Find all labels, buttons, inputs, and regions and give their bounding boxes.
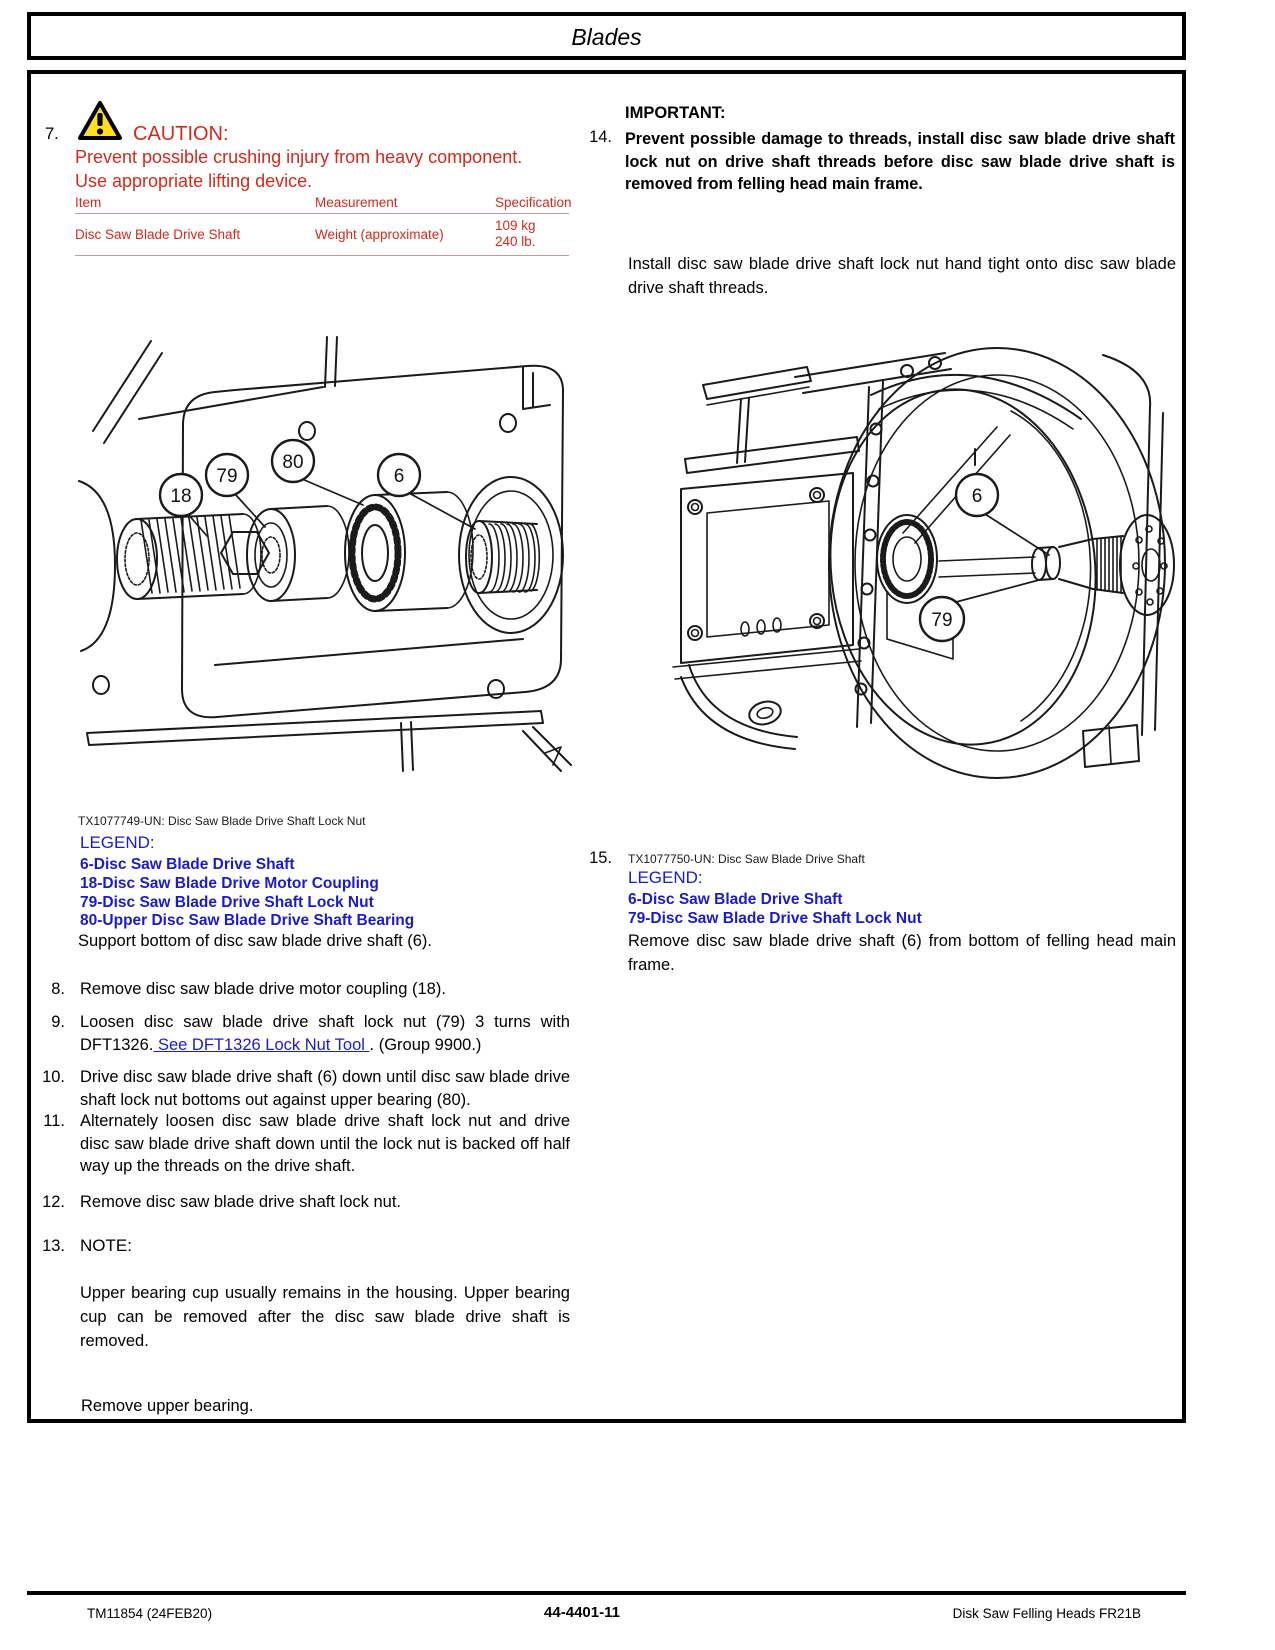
figure2-instruction: Remove disc saw blade drive shaft (6) from bottom of felling head main frame. bbox=[628, 932, 1176, 974]
page-header bbox=[27, 12, 1186, 60]
svg-text:79: 79 bbox=[216, 466, 238, 487]
step-14 bbox=[585, 128, 1179, 196]
step-number-7: 7. bbox=[45, 125, 59, 143]
step-number: 11. bbox=[43, 1112, 65, 1130]
important-text: Prevent possible damage to threads, install disc saw blade drive shaft lock nut on drive shaft threads before disc saw blade drive shaft is removed from felling head main frame. bbox=[625, 130, 1175, 193]
footer-document-number: TM11854 (24FEB20) bbox=[87, 1606, 213, 1621]
step-12 bbox=[39, 1191, 573, 1214]
figure-drive-shaft bbox=[645, 335, 1185, 790]
step-text: Remove disc saw blade drive motor coupling (18). bbox=[80, 980, 446, 998]
part-upper-bearing bbox=[345, 492, 473, 611]
step-11 bbox=[39, 1110, 573, 1178]
legend-item: 80-Upper Disc Saw Blade Drive Shaft Bearing bbox=[80, 912, 415, 930]
col-item: Item bbox=[75, 195, 102, 210]
spec-table-row bbox=[75, 214, 569, 256]
step-text: Drive disc saw blade drive shaft (6) down until disc saw blade drive shaft lock nut bottoms out against upper bearing (80). bbox=[80, 1068, 570, 1109]
step-number: 9. bbox=[51, 1013, 65, 1031]
legend-label: LEGEND: bbox=[628, 868, 703, 887]
caution-line-2: Use appropriate lifting device. bbox=[75, 171, 313, 191]
legend-item: 79-Disc Saw Blade Drive Shaft Lock Nut bbox=[628, 909, 922, 927]
page-title: Blades bbox=[571, 24, 642, 50]
legend-label: LEGEND: bbox=[80, 833, 155, 852]
step-text: Alternately loosen disc saw blade drive shaft lock nut and drive disc saw blade drive shaft down until the lock nut is backed off half way up the threads on the drive shaft. bbox=[80, 1112, 570, 1175]
part-drive-shaft bbox=[877, 515, 1174, 615]
figure1-caption: TX1077749-UN: Disc Saw Blade Drive Shaft Lock Nut bbox=[78, 814, 366, 828]
footer-model: Disk Saw Felling Heads FR21B bbox=[952, 1606, 1141, 1621]
step-text-pre: Loosen disc saw blade drive shaft lock nut (79) 3 turns with DFT1326. bbox=[80, 1013, 570, 1054]
figure1-instruction: Support bottom of disc saw blade drive shaft (6). bbox=[78, 932, 433, 950]
caution-label: CAUTION: bbox=[133, 123, 229, 145]
svg-text:6: 6 bbox=[393, 466, 405, 487]
part-lock-nut bbox=[247, 506, 349, 601]
legend-item: 18-Disc Saw Blade Drive Motor Coupling bbox=[80, 874, 379, 892]
caution-line-1: Prevent possible crushing injury from heavy component. bbox=[75, 147, 523, 167]
note-text: Upper bearing cup usually remains in the housing. Upper bearing cup can be removed after the disc saw blade drive shaft is removed. bbox=[80, 1284, 570, 1350]
step-number: 10. bbox=[42, 1068, 65, 1086]
step-8 bbox=[39, 978, 573, 1001]
step-number: 14. bbox=[589, 128, 612, 146]
step-9 bbox=[39, 1011, 573, 1056]
right-column bbox=[585, 85, 1180, 1419]
note-label: NOTE: bbox=[80, 1236, 132, 1255]
legend-item: 6-Disc Saw Blade Drive Shaft bbox=[628, 891, 843, 908]
spec-table-header bbox=[75, 195, 572, 214]
figure1-legend bbox=[80, 833, 414, 931]
lock-nut-tool-link[interactable]: See DFT1326 Lock Nut Tool bbox=[153, 1035, 370, 1054]
legend-item: 79-Disc Saw Blade Drive Shaft Lock Nut bbox=[80, 893, 374, 911]
callout-18 bbox=[160, 474, 202, 516]
step-10 bbox=[39, 1066, 573, 1111]
step-number: 13. bbox=[42, 1237, 65, 1255]
important-label: IMPORTANT: bbox=[625, 104, 726, 122]
install-instruction: Install disc saw blade drive shaft lock nut hand tight onto disc saw blade drive shaft threads. bbox=[628, 255, 1176, 297]
part-motor-coupling bbox=[117, 514, 261, 599]
footer-page-number: 44-4401-11 bbox=[544, 1604, 620, 1621]
col-specification: Specification bbox=[495, 195, 572, 210]
warning-triangle-icon bbox=[77, 100, 123, 147]
svg-text:80: 80 bbox=[282, 452, 304, 473]
col-measurement: Measurement bbox=[315, 195, 398, 210]
caution-text bbox=[75, 145, 575, 193]
footer-divider bbox=[27, 1591, 1186, 1595]
content-frame bbox=[27, 70, 1186, 1423]
callout-6 bbox=[956, 474, 998, 516]
figure-drive-shaft-lock-nut bbox=[75, 333, 575, 778]
callout-79 bbox=[206, 454, 248, 496]
spec-item: Disc Saw Blade Drive Shaft bbox=[75, 226, 241, 242]
step-13-note bbox=[39, 1235, 573, 1258]
step-text-post: . (Group 9900.) bbox=[369, 1035, 482, 1054]
step-number: 15. bbox=[589, 849, 612, 867]
callout-79 bbox=[920, 597, 964, 641]
svg-text:79: 79 bbox=[931, 610, 953, 631]
callout-6 bbox=[378, 454, 420, 496]
left-column bbox=[39, 85, 579, 1419]
spec-values bbox=[495, 218, 569, 250]
specification-table bbox=[75, 195, 572, 256]
step-text bbox=[80, 1011, 570, 1056]
step-15 bbox=[585, 849, 865, 868]
spec-imperial: 240 lb. bbox=[495, 234, 536, 249]
callout-80 bbox=[272, 440, 314, 482]
step-number: 12. bbox=[42, 1193, 65, 1211]
step-text: Remove disc saw blade drive shaft lock nut. bbox=[80, 1193, 401, 1211]
step-number: 8. bbox=[51, 980, 65, 998]
spec-measurement: Weight (approximate) bbox=[315, 226, 444, 242]
svg-text:6: 6 bbox=[971, 486, 983, 507]
spec-metric: 109 kg bbox=[495, 218, 536, 233]
remove-upper-bearing-text: Remove upper bearing. bbox=[81, 1397, 254, 1415]
legend-item: 6-Disc Saw Blade Drive Shaft bbox=[80, 856, 295, 873]
part-drive-shaft bbox=[459, 477, 563, 633]
caution-heading bbox=[45, 100, 229, 147]
figure2-legend bbox=[628, 868, 922, 929]
figure2-caption: TX1077750-UN: Disc Saw Blade Drive Shaft bbox=[628, 852, 865, 866]
svg-text:18: 18 bbox=[170, 486, 192, 507]
